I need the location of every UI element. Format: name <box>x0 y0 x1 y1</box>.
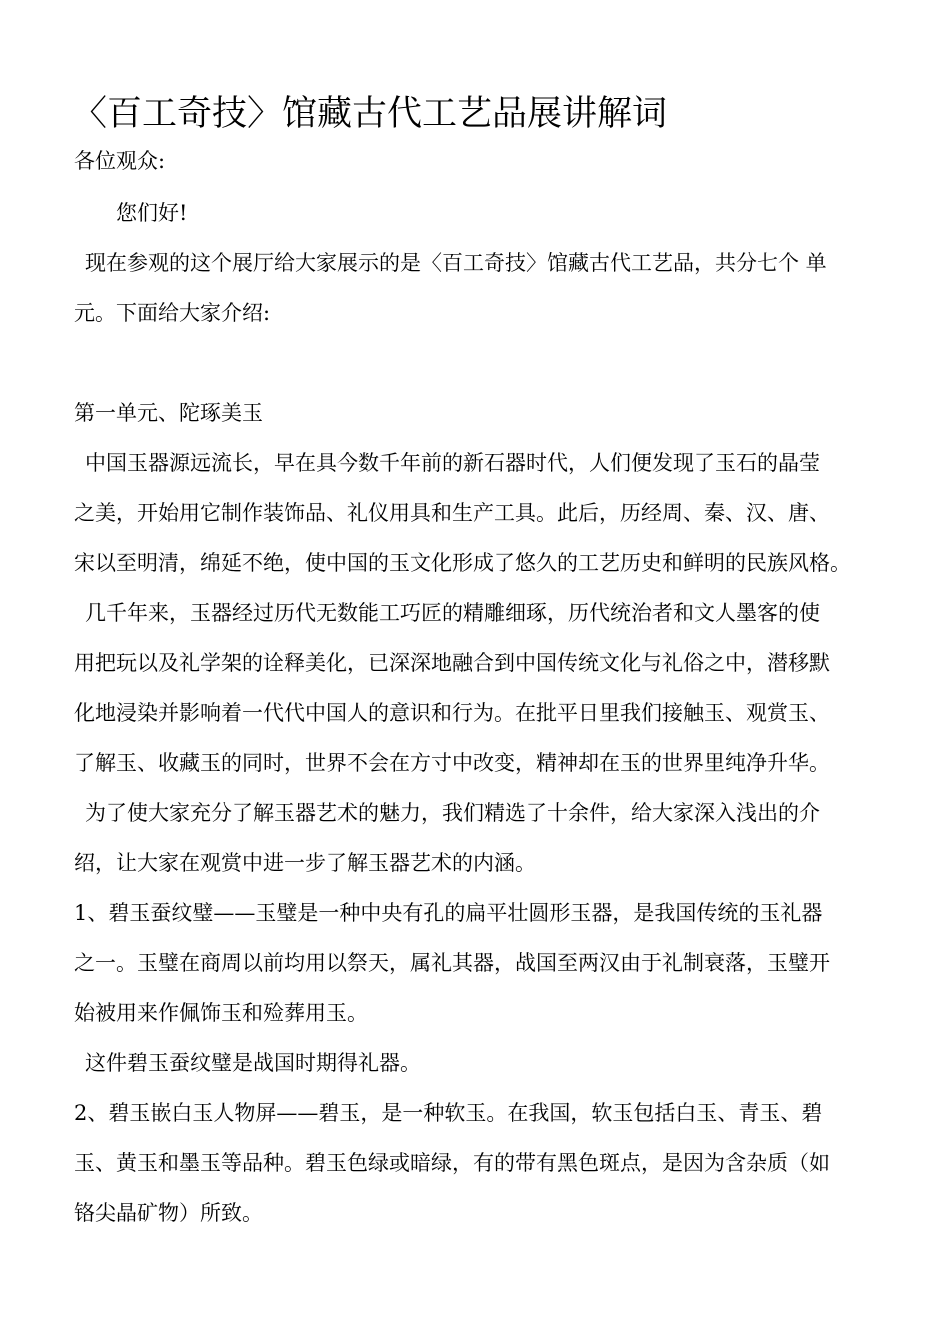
section-heading: 第一单元、陀琢美玉 <box>74 401 263 425</box>
item-line: 玉、黄玉和墨玉等品种。碧玉色绿或暗绿，有的带有黑色斑点，是因为含杂质（如 <box>74 1151 830 1175</box>
intro-line: 元。下面给大家介绍: <box>74 301 271 325</box>
item-line: 铬尖晶矿物）所致。 <box>74 1201 263 1225</box>
greeting-line: 各位观众: <box>74 149 166 173</box>
hello-line: 您们好! <box>116 201 188 225</box>
paragraph-line: 化地浸染并影响着一代代中国人的意识和行为。在批平日里我们接触玉、观赏玉、 <box>74 701 830 725</box>
item-line: 始被用来作佩饰玉和殓葬用玉。 <box>74 1001 368 1025</box>
item-line: 1、碧玉蚕纹璧——玉璧是一种中央有孔的扁平壮圆形玉器，是我国传统的玉礼器 <box>74 901 823 925</box>
paragraph-line: 宋以至明清，绵延不绝，使中国的玉文化形成了悠久的工艺历史和鲜明的民族风格。 <box>74 551 851 575</box>
paragraph-line: 用把玩以及礼学架的诠释美化，已深深地融合到中国传统文化与礼俗之中，潜移默 <box>74 651 830 675</box>
item-line: 2、碧玉嵌白玉人物屏——碧玉，是一种软玉。在我国，软玉包括白玉、青玉、碧 <box>74 1101 823 1125</box>
paragraph-line: 中国玉器源远流长，早在具今数千年前的新石器时代，人们便发现了玉石的晶莹 <box>85 451 820 475</box>
item-line: 之一。玉璧在商周以前均用以祭天，属礼其器，战国至两汉由于礼制衰落，玉璧开 <box>74 951 830 975</box>
document-title: 〈百工奇技〉馆藏古代工艺品展讲解词 <box>72 94 668 134</box>
paragraph-line: 绍，让大家在观赏中进一步了解玉器艺术的内涵。 <box>74 851 536 875</box>
paragraph-line: 之美，开始用它制作装饰品、礼仪用具和生产工具。此后，历经周、秦、汉、唐、 <box>74 501 830 525</box>
intro-line: 现在参观的这个展厅给大家展示的是〈百工奇技〉馆藏古代工艺品，共分七个 单 <box>85 251 827 275</box>
paragraph-line: 几千年来，玉器经过历代无数能工巧匠的精雕细琢，历代统治者和文人墨客的使 <box>85 601 820 625</box>
paragraph-line: 为了使大家充分了解玉器艺术的魅力，我们精选了十余件，给大家深入浅出的介 <box>85 801 820 825</box>
paragraph-line: 了解玉、收藏玉的同时，世界不会在方寸中改变，精神却在玉的世界里纯净升华。 <box>74 751 830 775</box>
item-note-line: 这件碧玉蚕纹璧是战国时期得礼器。 <box>85 1051 421 1075</box>
